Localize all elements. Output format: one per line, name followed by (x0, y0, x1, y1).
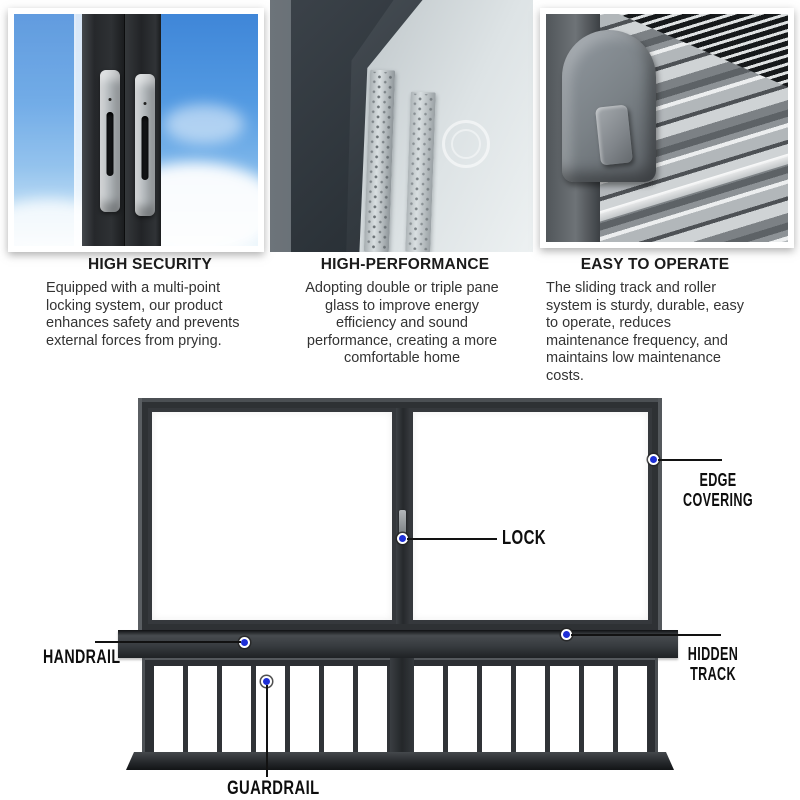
handle-slot (107, 112, 114, 176)
double-glazing-corner-photo (270, 0, 533, 252)
glazing-photo-scene (270, 0, 533, 252)
handle-pin (144, 102, 147, 105)
feature-body-high-performance: Adopting double or triple pane glass to improve energy efficiency and sound performance, creating a more comfortable home (305, 280, 499, 366)
feature-title-high-security: HIGH SECURITY (87, 256, 213, 273)
hidden-track-callout-line (571, 634, 721, 636)
glass-edge-highlight (74, 14, 82, 246)
guardrail-callout-line (266, 685, 268, 777)
callout-label-handrail: HANDRAIL (43, 647, 121, 668)
handle-slot (142, 116, 149, 180)
track-photo-scene (546, 14, 788, 242)
cloud-shape (164, 104, 244, 144)
feature-title-easy-to-operate: EASY TO OPERATE (580, 256, 730, 273)
window-glass-right (409, 408, 652, 624)
guardrail-section (142, 658, 658, 762)
lock-handle-right (135, 74, 155, 216)
feature-title-high-performance: HIGH-PERFORMANCE (320, 256, 490, 273)
multi-point-lock-photo (8, 8, 264, 252)
lock-photo-scene (14, 14, 258, 246)
sliding-track-roller-photo (540, 8, 794, 248)
feature-body-easy-to-operate: The sliding track and roller system is sturdy, durable, easy to operate, reduces maintenance frequency, and maintains low maintenance costs. (546, 280, 744, 384)
callout-label-guardrail: GUARDRAIL (227, 778, 320, 799)
lock-handle-left (100, 70, 120, 212)
guardrail-divider (390, 658, 414, 762)
lock-callout-line (407, 538, 497, 540)
spacer-perforations (366, 72, 393, 251)
callout-label-hidden-track: HIDDEN TRACK (687, 644, 739, 684)
guardrail-panel-right (414, 666, 648, 752)
guardrail-panel-left (154, 666, 390, 752)
callout-label-lock: LOCK (502, 527, 547, 549)
edge-covering-callout-line (658, 459, 722, 461)
bottom-sill (126, 752, 674, 770)
feature-body-high-security: Equipped with a multi-point locking system, our product enhances safety and prevents external forces from prying. (46, 280, 240, 349)
roller-adjuster (595, 104, 633, 165)
spacer-perforations (407, 94, 433, 251)
handrail-callout-line (95, 641, 241, 643)
callout-label-edge-covering: EDGE COVERING (682, 470, 753, 510)
window-glass-left (148, 408, 396, 624)
window-outer-frame (138, 398, 662, 634)
glass-logo-watermark (442, 120, 490, 168)
handle-pin (109, 98, 112, 101)
